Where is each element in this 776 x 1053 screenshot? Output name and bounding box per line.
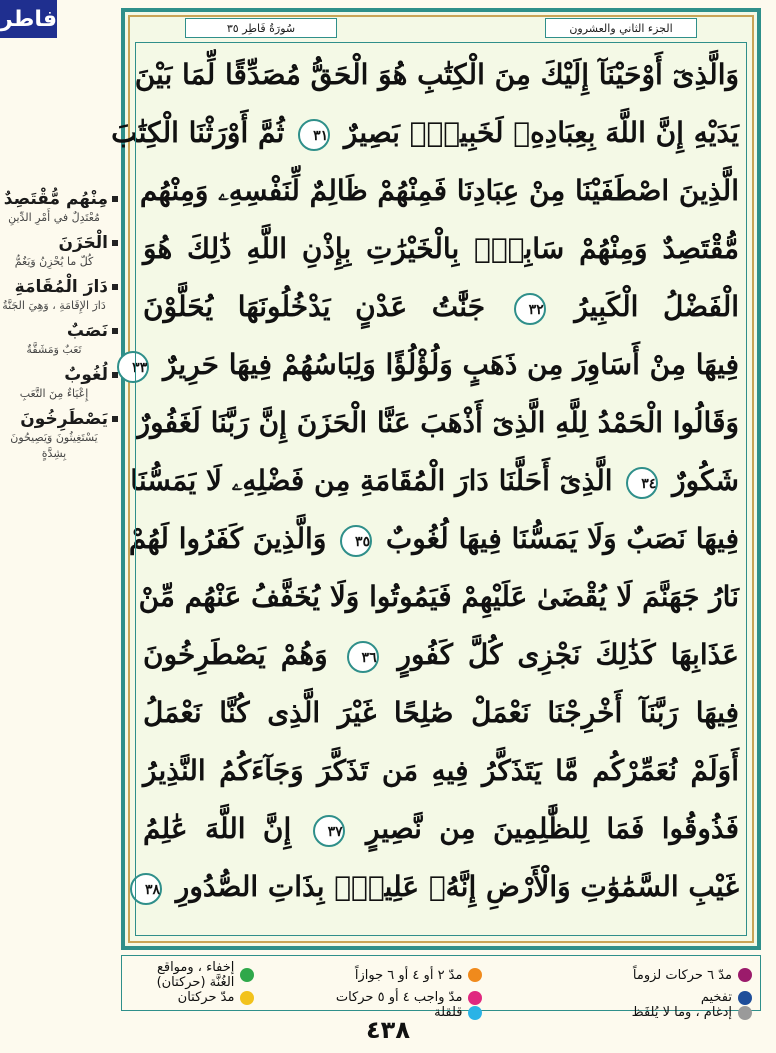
verse-text: فِيهَا رَبَّنَآ أَخْرِجْنَا نَعْمَلْ صَٰلِحًا غَيْرَ الَّذِى كُنَّا نَعْمَلُ — [143, 696, 739, 729]
verse-line — [130, 452, 739, 510]
verse-text: الْفَضْلُ الْكَبِيرُ — [574, 290, 740, 323]
glossary-entry — [0, 188, 118, 226]
verse-line — [111, 104, 739, 162]
color-dot-icon — [738, 991, 752, 1005]
legend-item — [130, 960, 254, 990]
glossary-entry — [0, 320, 118, 358]
verse-text-area — [111, 46, 740, 928]
glossary-entry — [0, 408, 118, 462]
verse-text: فِيهَا نَصَبٌ وَلَا يَمَسُّنَا فِيهَا لُغُوبٌ — [385, 522, 739, 555]
verse-line — [143, 220, 739, 278]
ayah-number-marker: ٣٣ — [117, 351, 149, 383]
legend-item — [254, 990, 482, 1005]
legend-label: مدّ واجب ٤ أو ٥ حركات — [335, 990, 463, 1005]
glossary-definition: مُعْتَدِلٌ في أَمْرِ الدِّينِ — [8, 211, 100, 224]
glossary-word: نَصَبٌ — [66, 321, 108, 341]
page-number: ٤٣٨ — [366, 1016, 410, 1044]
verse-line — [143, 626, 739, 684]
legend-label: مدّ ٦ حركات لزوماً — [632, 967, 732, 983]
legend-label: مدّ حركتان — [177, 990, 235, 1005]
verse-line — [143, 858, 739, 916]
color-dot-icon — [468, 991, 482, 1005]
verse-line — [139, 162, 739, 220]
bullet-icon — [112, 240, 118, 246]
legend-label: مدّ ٢ أو ٤ أو ٦ جوازاً — [354, 967, 463, 983]
verse-text: مُّقْتَصِدٌ وَمِنْهُمْ سَابِقٌۢ بِالْخَيْرَٰتِ بِإِذْنِ اللَّهِ ذَٰلِكَ هُوَ — [143, 232, 739, 265]
ayah-number-marker: ٣٢ — [514, 293, 546, 325]
bullet-icon — [112, 284, 118, 290]
glossary-definition: يَسْتَغِيثُونَ وَيَصِيحُونَ بِشِدَّةٍ — [10, 431, 98, 460]
verse-text: وَالَّذِينَ كَفَرُوا لَهُمْ — [128, 522, 327, 555]
color-dot-icon — [738, 968, 752, 982]
legend-item — [130, 990, 254, 1005]
verse-text: ثُمَّ أَوْرَثْنَا الْكِتَٰبَ — [111, 116, 285, 149]
legend-item — [254, 960, 482, 990]
ayah-number-marker: ٣٥ — [340, 525, 372, 557]
bullet-icon — [112, 328, 118, 334]
bullet-icon — [112, 196, 118, 202]
ayah-number-marker: ٣٧ — [313, 815, 345, 847]
tajweed-legend — [121, 955, 761, 1020]
legend-item — [482, 990, 752, 1005]
glossary-entry — [0, 364, 118, 402]
legend-label: تفخيم — [700, 990, 732, 1005]
glossary-definition: دَارَ الإِقَامَةِ ، وَهِيَ الجَنَّةُ — [2, 299, 106, 312]
verse-text: عَذَابِهَا كَذَٰلِكَ نَجْزِى كُلَّ كَفُورٍ — [397, 638, 740, 671]
glossary-word: يَصْطَرِخُونَ — [20, 409, 108, 429]
verse-text: وَهُمْ يَصْطَرِخُونَ — [143, 638, 328, 671]
verse-text: جَنَّٰتُ عَدْنٍ يَدْخُلُونَهَا يُحَلَّوْنَ — [143, 290, 486, 323]
verse-line — [143, 278, 739, 336]
ayah-number-marker: ٣٤ — [626, 467, 658, 499]
verse-text: الَّذِينَ اصْطَفَيْنَا مِنْ عِبَادِنَا فَمِنْهُمْ ظَالِمٌ لِّنَفْسِهِۦ وَمِنْهُم — [139, 174, 739, 207]
verse-line — [143, 684, 739, 742]
verse-text: يَدَيْهِ إِنَّ اللَّهَ بِعِبَادِهِۦ لَخَبِيرٌۢ بَصِيرٌ — [343, 116, 739, 149]
color-dot-icon — [468, 968, 482, 982]
ayah-number-marker: ٣٨ — [130, 873, 162, 905]
legend-label: إخفاء ، ومواقع الغُنَّة (حركتان) — [156, 960, 235, 990]
glossary-word: مِنْهُم مُّقْتَصِدٌ — [3, 189, 108, 209]
legend-label: قلقلة — [434, 1005, 463, 1020]
ayah-number-marker: ٣١ — [298, 119, 330, 151]
glossary-word: دَارَ الْمُقَامَةِ — [14, 277, 108, 297]
verse-text: فَذُوقُوا فَمَا لِلظَّٰلِمِينَ مِن نَّصِيرٍ — [365, 812, 740, 845]
verse-line — [134, 46, 739, 104]
glossary-entry — [0, 276, 118, 314]
bullet-icon — [112, 416, 118, 422]
legend-label: إدغام ، وما لا يُلفَظ — [631, 1005, 732, 1020]
verse-line — [132, 336, 739, 394]
verse-text: إِنَّ اللَّهَ عَٰلِمُ — [143, 812, 292, 845]
ayah-number-marker: ٣٦ — [347, 641, 379, 673]
verse-line — [138, 568, 739, 626]
glossary-definition: تَعَبٌ وَمَشَقَّةٌ — [26, 343, 82, 356]
verse-text: الَّذِىٓ أَحَلَّنَا دَارَ الْمُقَامَةِ مِن فَضْلِهِۦ لَا يَمَسُّنَا — [130, 464, 613, 497]
verse-line — [143, 800, 739, 858]
verse-text: نَارُ جَهَنَّمَ لَا يُقْضَىٰ عَلَيْهِمْ فَيَمُوتُوا وَلَا يُخَفَّفُ عَنْهُم مِّنْ — [138, 580, 739, 613]
verse-text: غَيْبِ السَّمَٰوَٰتِ وَالْأَرْضِ إِنَّهُۥ عَلِيمٌۢ بِذَاتِ الصُّدُورِ — [175, 870, 739, 903]
verse-line — [136, 394, 739, 452]
verse-line — [128, 510, 739, 568]
verse-text: وَالَّذِىٓ أَوْحَيْنَآ إِلَيْكَ مِنَ الْكِتَٰبِ هُوَ الْحَقُّ مُصَدِّقًا لِّمَا بَيْنَ — [134, 58, 739, 91]
verse-text: شَكُورٌ — [672, 464, 739, 497]
glossary-sidebar — [0, 188, 118, 468]
surah-header-label: سُورَةُ فَاطِر ٣٥ — [185, 18, 337, 38]
juz-header-label: الجزء الثاني والعشرون — [545, 18, 697, 38]
glossary-word: الْحَزَنَ — [58, 233, 108, 253]
glossary-definition: إِعْيَاءٌ مِنَ التَّعَبِ — [19, 387, 89, 400]
verse-text: وَقَالُوا الْحَمْدُ لِلَّهِ الَّذِىٓ أَذْهَبَ عَنَّا الْحَزَنَ إِنَّ رَبَّنَا لَغَفُورٌ — [136, 406, 739, 439]
legend-item — [482, 960, 752, 990]
glossary-entry — [0, 232, 118, 270]
mushaf-page-frame — [111, 8, 761, 950]
glossary-word: لُغُوبٌ — [64, 365, 108, 385]
color-dot-icon — [240, 991, 254, 1005]
verse-line — [143, 742, 739, 800]
surah-tab[interactable]: فاطر — [0, 0, 57, 38]
verse-text: فِيهَا مِنْ أَسَاوِرَ مِن ذَهَبٍ وَلُؤْلُؤًا وَلِبَاسُهُمْ فِيهَا حَرِيرٌ — [162, 348, 739, 381]
verse-text: أَوَلَمْ نُعَمِّرْكُم مَّا يَتَذَكَّرُ فِيهِ مَن تَذَكَّرَ وَجَآءَكُمُ النَّذِيرُ — [143, 754, 739, 787]
color-dot-icon — [240, 968, 254, 982]
glossary-definition: كُلّ ما يُحْزِنُ وَيَغُمُّ — [14, 255, 94, 268]
